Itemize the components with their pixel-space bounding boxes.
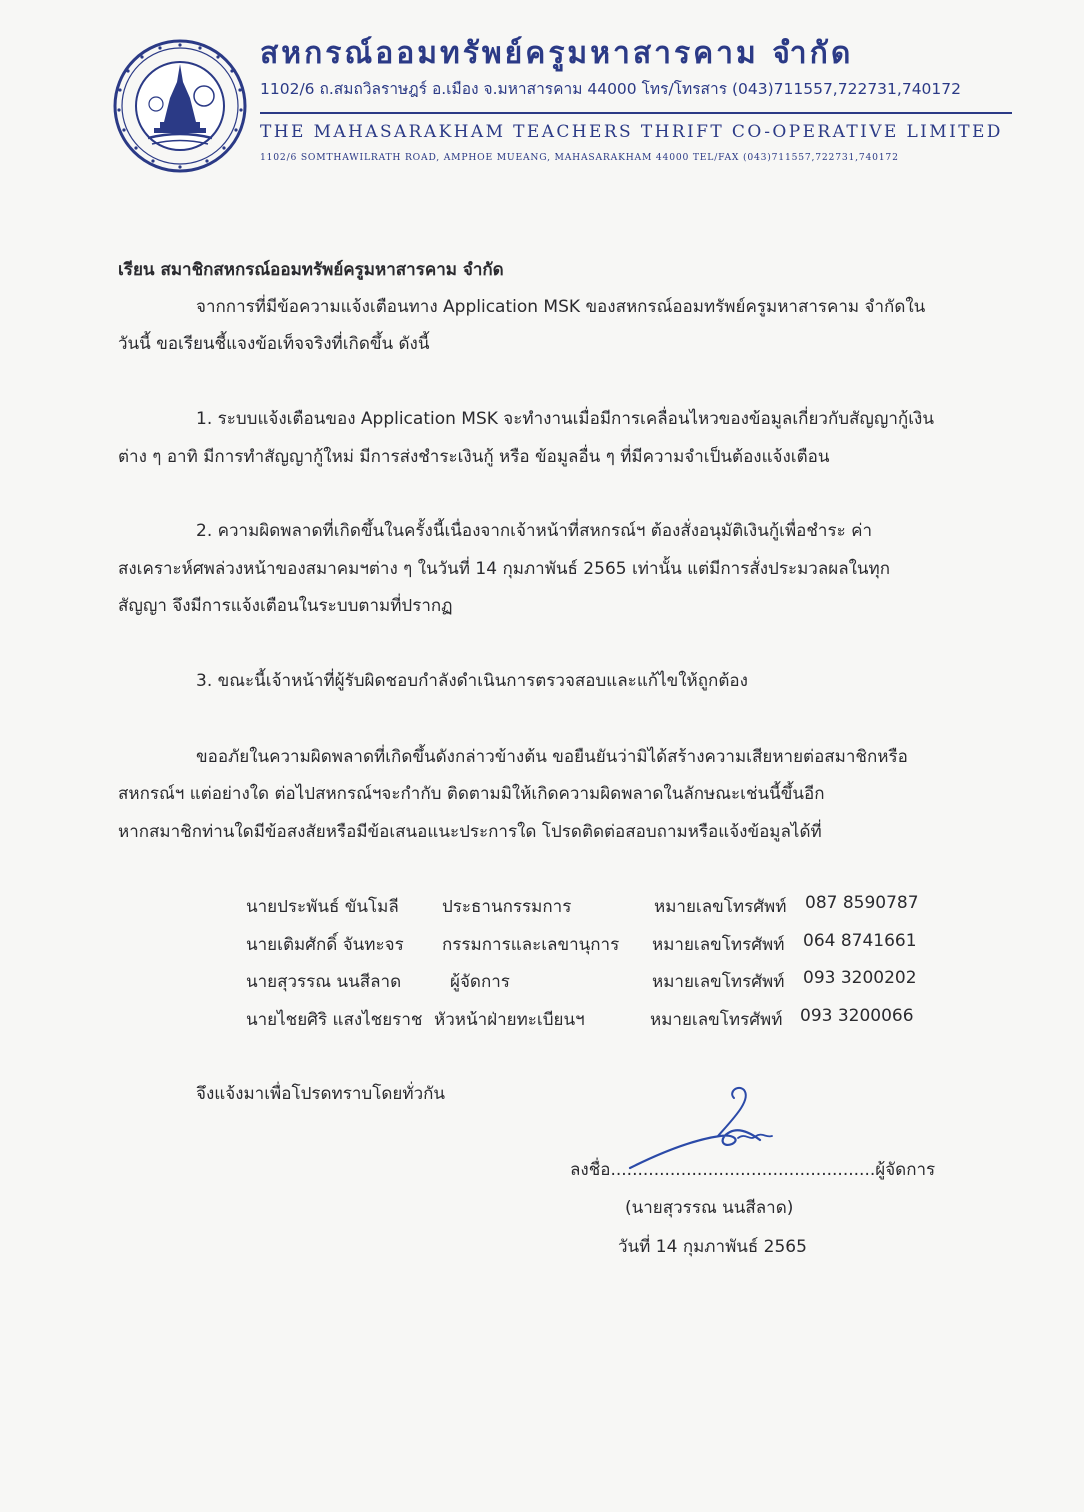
contact-phone: 093 3200202: [803, 968, 917, 988]
closing-text: จึงแจ้งมาเพื่อโปรดทราบโดยทั่วกัน: [196, 1084, 446, 1104]
org-name-english: THE MAHASARAKHAM TEACHERS THRIFT CO-OPERATIVE LIMITED: [260, 122, 1003, 142]
signature-line: ลงชื่อ.................................................ผู้จัดการ: [570, 1160, 936, 1180]
item-1-line: 1. ระบบแจ้งเตือนของ Application MSK จะทำงานเมื่อมีการเคลื่อนไหวของข้อมูลเกี่ยวกับสัญญากู้เงิน: [196, 409, 934, 429]
contact-position: หัวหน้าฝ่ายทะเบียนฯ: [434, 1010, 585, 1030]
contact-phone-label: หมายเลขโทรศัพท์: [652, 935, 785, 955]
contact-phone-label: หมายเลขโทรศัพท์: [650, 1010, 783, 1030]
apology-line: หากสมาชิกท่านใดมีข้อสงสัยหรือมีข้อเสนอแนะประการใด โปรดติดต่อสอบถามหรือแจ้งข้อมูลได้ที่: [118, 822, 822, 842]
intro-line: วันนี้ ขอเรียนชี้แจงข้อเท็จจริงที่เกิดขึ้น ดังนี้: [118, 334, 430, 354]
contact-position: ผู้จัดการ: [450, 972, 510, 992]
contact-phone-label: หมายเลขโทรศัพท์: [652, 972, 785, 992]
org-address-english: 1102/6 SOMTHAWILRATH ROAD, AMPHOE MUEANG, MAHASARAKHAM 44000 TEL/FAX (043)711557,722731,740172: [260, 152, 899, 163]
item-2-line: สงเคราะห์ศพล่วงหน้าของสมาคมฯต่าง ๆ ในวันที่ 14 กุมภาพันธ์ 2565 เท่านั้น แต่มีการสั่งประมวลผลในทุก: [118, 559, 891, 579]
org-address-thai: 1102/6 ถ.สมถวิลราษฎร์ อ.เมือง จ.มหาสารคาม 44000 โทร/โทรสาร (043)711557,722731,740172: [260, 80, 961, 98]
intro-line: จากการที่มีข้อความแจ้งเตือนทาง Application MSK ของสหกรณ์ออมทรัพย์ครูมหาสารคาม จำกัดใน: [196, 297, 926, 317]
apology-line: สหกรณ์ฯ แต่อย่างใด ต่อไปสหกรณ์ฯจะกำกับ ติดตามมิให้เกิดความผิดพลาดในลักษณะเช่นนี้ขึ้นอีก: [118, 784, 825, 804]
contact-name: นายประพันธ์ ขันโมลี: [246, 897, 399, 917]
contact-position: ประธานกรรมการ: [442, 897, 572, 917]
cooperative-seal-logo: [112, 38, 248, 174]
contact-name: นายเติมศักดิ์ จันทะจร: [246, 935, 404, 955]
salutation: เรียน สมาชิกสหกรณ์ออมทรัพย์ครูมหาสารคาม จำกัด: [118, 260, 504, 280]
contact-phone: 087 8590787: [805, 893, 919, 913]
org-name-thai: สหกรณ์ออมทรัพย์ครูมหาสารคาม จำกัด: [260, 36, 854, 71]
item-2-line: 2. ความผิดพลาดที่เกิดขึ้นในครั้งนี้เนื่องจากเจ้าหน้าที่สหกรณ์ฯ ต้องสั่งอนุมัติเงินกู้เพื่อชำระ ค่า: [196, 521, 873, 541]
apology-line: ขออภัยในความผิดพลาดที่เกิดขึ้นดังกล่าวข้างต้น ขอยืนยันว่ามิได้สร้างความเสียหายต่อสมาชิกหรือ: [196, 747, 908, 767]
letterhead-divider: [260, 112, 1012, 114]
contact-name: นายสุวรรณ นนสีลาด: [246, 972, 402, 992]
signatory-name: (นายสุวรรณ นนสีลาด): [625, 1198, 794, 1218]
item-1-line: ต่าง ๆ อาทิ มีการทำสัญญากู้ใหม่ มีการส่งชำระเงินกู้ หรือ ข้อมูลอื่น ๆ ที่มีความจำเป็นต้องแจ้งเตือน: [118, 447, 830, 467]
contact-position: กรรมการและเลขานุการ: [442, 935, 620, 955]
item-3-line: 3. ขณะนี้เจ้าหน้าที่ผู้รับผิดชอบกำลังดำเนินการตรวจสอบและแก้ไขให้ถูกต้อง: [196, 671, 748, 691]
contact-phone: 064 8741661: [803, 931, 917, 951]
item-2-line: สัญญา จึงมีการแจ้งเตือนในระบบตามที่ปรากฏ: [118, 596, 453, 616]
contact-name: นายไชยศิริ แสงไชยราช: [246, 1010, 423, 1030]
signature-date: วันที่ 14 กุมภาพันธ์ 2565: [618, 1237, 807, 1257]
contact-phone-label: หมายเลขโทรศัพท์: [654, 897, 787, 917]
contact-phone: 093 3200066: [800, 1006, 914, 1026]
